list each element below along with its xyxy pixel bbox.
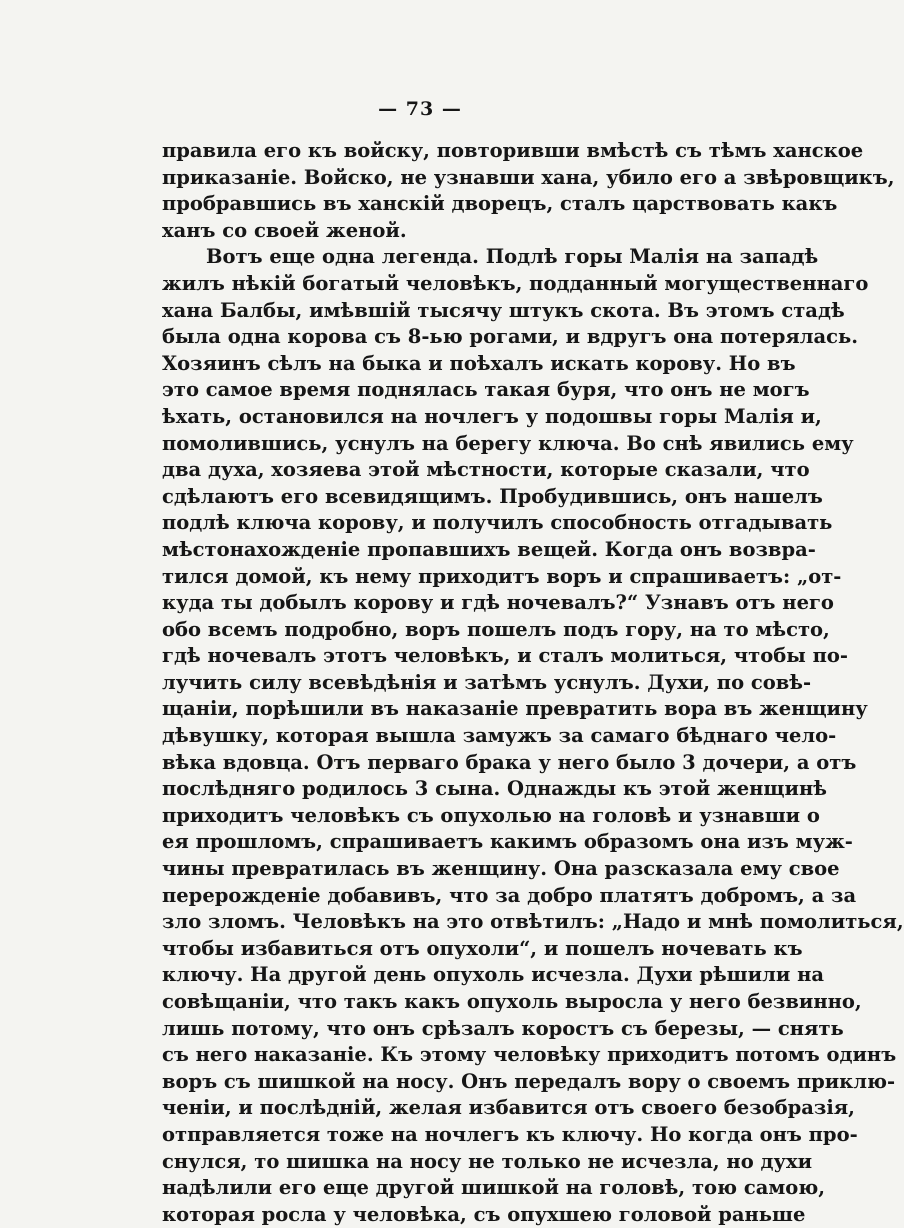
text-line: Вотъ еще одна легенда. Подлѣ горы Малія на западѣ	[206, 245, 819, 269]
text-line: вѣка вдовца. Отъ перваго брака у него было 3 дочери, а отъ	[162, 750, 857, 774]
text-line: лучить силу всевѣдѣнія и затѣмъ уснулъ. Духи, по совѣ-	[162, 670, 812, 694]
text-line: мѣстонахожденіе пропавшихъ вещей. Когда онъ возвра-	[162, 537, 816, 561]
text-line: ченіи, и послѣдній, желая избавится отъ своего безобразія,	[162, 1096, 855, 1120]
text-line: совѣщаніи, что такъ какъ опухоль выросла у него безвинно,	[162, 990, 862, 1013]
text-line: пробравшись въ ханскій дворецъ, сталъ царствовать какъ	[162, 192, 838, 216]
text-line: ханъ со своей женой.	[162, 218, 407, 242]
text-line: чины превратилась въ женщину. Она разсказала ему свое	[162, 857, 840, 881]
text-line: помолившись, уснулъ на берегу ключа. Во снѣ явились ему	[162, 431, 854, 455]
text-line: была одна корова съ 8-ью рогами, и вдругъ она потерялась.	[162, 325, 859, 349]
text-line: съ него наказаніе. Къ этому человѣку приходитъ потомъ одинъ	[162, 1043, 897, 1067]
text-line: лишь потому, что онъ срѣзалъ коростъ съ березы, — снять	[162, 1016, 844, 1040]
text-line: снулся, то шишка на носу не только не исчезла, но духи	[162, 1149, 813, 1173]
text-line: Хозяинъ сѣлъ на быка и поѣхалъ искать корову. Но въ	[162, 351, 796, 375]
text-line: дѣвушку, которая вышла замужъ за самаго бѣднаго чело-	[162, 724, 837, 748]
text-line: щаніи, порѣшили въ наказаніе превратить вора въ женщину	[162, 697, 868, 721]
text-line: гдѣ ночевалъ этотъ человѣкъ, и сталъ молиться, чтобы по-	[162, 644, 848, 668]
text-line: перерожденіе добавивъ, что за добро платятъ добромъ, а за	[162, 883, 857, 907]
text-line: ея прошломъ, спрашиваетъ какимъ образомъ она изъ муж-	[162, 830, 853, 854]
text-line: два духа, хозяева этой мѣстности, которые сказали, что	[162, 458, 810, 482]
text-line: отправляется тоже на ночлегъ къ ключу. Но когда онъ про-	[162, 1122, 858, 1146]
text-line: приходитъ человѣкъ съ опухолью на головѣ и узнавши о	[162, 803, 820, 827]
text-line: послѣдняго родилось 3 сына. Однажды къ этой женщинѣ	[162, 777, 827, 801]
text-line: ѣхать, остановился на ночлегъ у подошвы горы Малія и,	[162, 404, 822, 428]
text-line: которая росла у человѣка, съ опухшею головой раньше	[162, 1202, 806, 1226]
text-line: ключу. На другой день опухоль исчезла. Духи рѣшили на	[162, 963, 824, 987]
text-line: чтобы избавиться отъ опухоли“, и пошелъ ночевать къ	[162, 936, 803, 960]
text-line: приказаніе. Войско, не узнавши хана, убило его а звѣровщикъ,	[162, 165, 895, 189]
text-line: тился домой, къ нему приходитъ воръ и спрашиваетъ: „от-	[162, 564, 842, 588]
text-line: подлѣ ключа корову, и получилъ способность отгадывать	[162, 511, 833, 535]
text-line: воръ съ шишкой на носу. Онъ передалъ вору о своемъ приклю-	[162, 1069, 896, 1093]
text-line: жилъ нѣкій богатый человѣкъ, подданный могущественнаго	[162, 271, 869, 295]
page-number: — 73 —	[378, 98, 462, 120]
text-line: сдѣлаютъ его всевидящимъ. Пробудившись, онъ нашелъ	[162, 484, 823, 508]
text-line: хана Балбы, имѣвшій тысячу штукъ скота. Въ этомъ стадѣ	[162, 298, 845, 322]
text-line: надѣлили его еще другой шишкой на головѣ, тою самою,	[162, 1176, 826, 1200]
text-line: это самое время поднялась такая буря, что онъ не могъ	[162, 378, 810, 402]
text-line: обо всемъ подробно, воръ пошелъ подъ гору, на то мѣсто,	[162, 617, 830, 641]
body-text	[162, 138, 904, 1228]
text-line: куда ты добылъ корову и гдѣ ночевалъ?“ Узнавъ отъ него	[162, 591, 834, 615]
text-line: правила его къ войску, повторивши вмѣстѣ съ тѣмъ ханское	[162, 139, 864, 162]
text-line: зло зломъ. Человѣкъ на это отвѣтилъ: „Надо и мнѣ помолиться,	[162, 910, 904, 934]
